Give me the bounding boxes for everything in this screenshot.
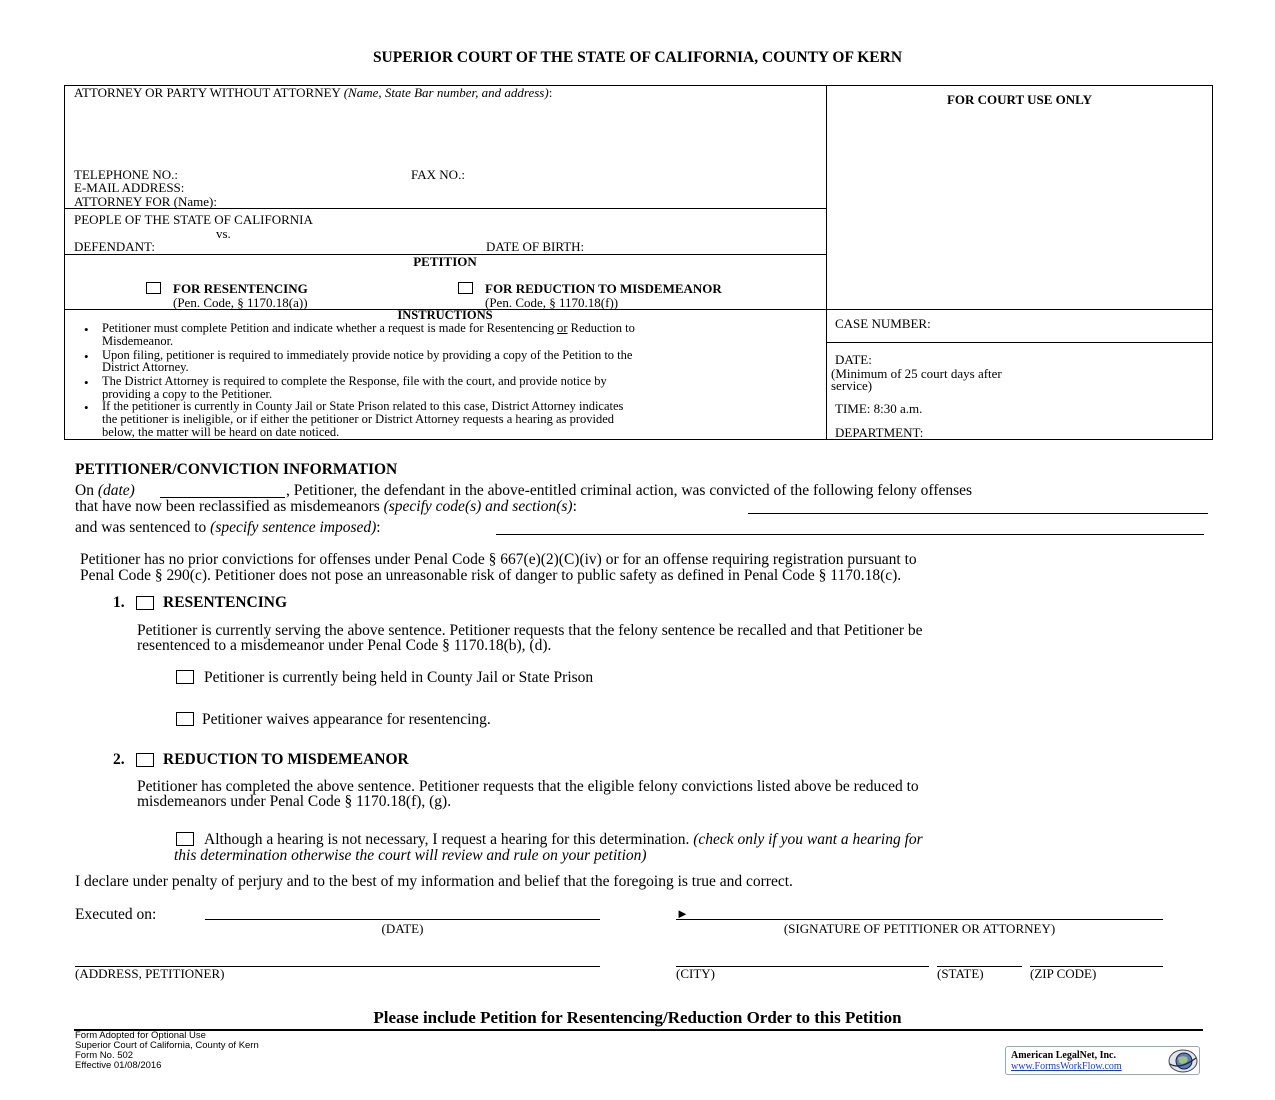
footer-line-4: Effective 01/08/2016 [75,1060,162,1071]
bullet-icon: • [84,322,89,337]
resentencing-option-checkbox[interactable] [146,282,161,294]
section-2-text-a: Petitioner has completed the above sentence. Petitioner requests that the eligible felony convictions listed above be reduced to [137,778,919,795]
bullet-icon: • [84,349,89,364]
conviction-heading: PETITIONER/CONVICTION INFORMATION [75,461,398,478]
reduction-checkbox[interactable] [136,753,154,767]
perjury-declaration: I declare under penalty of perjury and to the best of my information and belief that the foregoing is true and correct. [75,873,793,890]
executed-on-label: Executed on: [75,906,157,923]
city-caption: (CITY) [676,966,715,981]
date-caption: (DATE) [381,921,424,936]
section-1-number: 1. [113,594,125,611]
conviction-line-3: and was sentenced to (specify sentence imposed): [75,519,381,536]
prior-convictions-line-a: Petitioner has no prior convictions for offenses under Penal Code § 667(e)(2)(C)(iv) or for an offense requiring registration pursuant to [80,551,917,568]
instruction-4-line-c: below, the matter will be heard on date noticed. [102,425,340,439]
waives-appearance-label: Petitioner waives appearance for resentencing. [202,711,491,728]
request-hearing-hint: this determination otherwise the court will review and rule on your petition) [174,847,647,864]
defendant-label[interactable]: DEFENDANT: [74,239,155,254]
signature-field[interactable] [676,919,1163,920]
brand-url[interactable]: www.FormsWorkFlow.com [1011,1061,1122,1072]
conviction-line-1: On (date) [75,482,135,499]
section-2-text-b: misdemeanors under Penal Code § 1170.18(f), (g). [137,793,452,810]
footer-form-info [75,1031,259,1071]
time-label: TIME: 8:30 a.m. [835,401,923,416]
attorney-for-label[interactable]: ATTORNEY FOR (Name): [74,194,217,209]
instruction-1-line-a: Petitioner must complete Petition and indicate whether a request is made for Resentencing or Reduction to [102,321,635,335]
footer-line-1: Form Adopted for Optional Use [75,1030,206,1041]
waives-appearance-checkbox[interactable] [176,712,194,726]
state-caption: (STATE) [937,966,984,981]
bullet-icon: • [84,400,89,415]
dob-label[interactable]: DATE OF BIRTH: [486,239,585,254]
request-hearing-label: Although a hearing is not necessary, I request a hearing for this determination. (check only if you want a hearing for [204,831,923,848]
date-label[interactable]: DATE: [835,352,872,367]
zip-caption: (ZIP CODE) [1030,966,1097,981]
conviction-line-2: that have now been reclassified as misdemeanors (specify code(s) and section(s): [75,498,577,515]
resentencing-checkbox[interactable] [136,596,154,610]
instruction-3-line-a: The District Attorney is required to complete the Response, file with the court, and provide notice by [102,374,607,388]
instruction-4-line-a: If the petitioner is currently in County Jail or State Prison related to this case, District Attorney indicates [102,399,624,413]
people-label: PEOPLE OF THE STATE OF CALIFORNIA [74,212,313,227]
attorney-label-row [74,85,552,101]
date-minimum-note: (Minimum of 25 court days after [831,366,1002,381]
date-minimum-note-cont: service) [831,378,873,393]
section-1-text-b: resentenced to a misdemeanor under Penal Code § 1170.18(b), (d). [137,637,552,654]
section-1-title: RESENTENCING [163,594,288,611]
section-1-text-a: Petitioner is currently serving the above sentence. Petitioner requests that the felony sentence be recalled and that Petitioner be [137,622,923,639]
fax-label[interactable]: FAX NO.: [411,167,465,182]
prior-convictions-line-b: Penal Code § 290(c). Petitioner does not pose an unreasonable risk of danger to public safety as defined in Penal Code § 1170.18(c). [80,567,902,584]
case-number-label[interactable]: CASE NUMBER: [835,316,931,331]
court-use-only: FOR COURT USE ONLY [946,92,1093,107]
resentencing-option-label: FOR RESENTENCING [173,281,308,296]
section-2-number: 2. [113,751,125,768]
brand-badge[interactable] [1005,1046,1200,1075]
brand-name: American LegalNet, Inc. [1011,1050,1116,1061]
instruction-4-line-b: the petitioner is ineligible, or if either the petitioner or District Attorney requests a hearing as provided [102,412,615,426]
request-hearing-checkbox[interactable] [176,832,194,846]
held-in-custody-label: Petitioner is currently being held in County Jail or State Prison [204,669,594,686]
instruction-1-line-b: Misdemeanor. [102,334,174,348]
attorney-label: ATTORNEY OR PARTY WITHOUT ATTORNEY [74,85,341,100]
reduction-option-checkbox[interactable] [458,282,473,294]
instruction-2-line-a: Upon filing, petitioner is required to immediately provide notice by providing a copy of the Petition to the [102,348,633,362]
bullet-icon: • [84,375,89,390]
petition-title: PETITION [413,254,477,269]
sentence-field[interactable] [496,534,1204,535]
signature-arrow-icon: ► [676,906,689,921]
attorney-colon: : [548,85,553,100]
address-caption: (ADDRESS, PETITIONER) [75,966,225,981]
globe-icon [1166,1048,1198,1074]
department-label[interactable]: DEPARTMENT: [835,425,924,440]
reduction-option-code: (Pen. Code, § 1170.18(f)) [485,295,619,310]
vs-label: vs. [216,226,231,241]
email-label[interactable]: E-MAIL ADDRESS: [74,180,185,195]
attorney-hint: (Name, State Bar number, and address) [343,85,549,100]
signature-caption: (SIGNATURE OF PETITIONER OR ATTORNEY) [783,921,1056,936]
section-2-title: REDUCTION TO MISDEMEANOR [163,751,409,768]
instruction-2-line-b: District Attorney. [102,360,189,374]
reduction-option-label: FOR REDUCTION TO MISDEMEANOR [485,281,722,296]
resentencing-option-code: (Pen. Code, § 1170.18(a)) [173,295,308,310]
include-order-note: Please include Petition for Resentencing/Reduction Order to this Petition [373,1008,902,1027]
conviction-line-1-rest: , Petitioner, the defendant in the above-entitled criminal action, was convicted of the following felony offenses [286,482,973,499]
executed-date-field[interactable] [205,919,600,920]
telephone-label[interactable]: TELEPHONE NO.: [74,167,178,182]
court-title: SUPERIOR COURT OF THE STATE OF CALIFORNIA, COUNTY OF KERN [372,49,903,66]
footer-line-2: Superior Court of California, County of Kern [75,1040,259,1051]
instruction-3-line-b: providing a copy to the Petitioner. [102,387,273,401]
held-in-custody-checkbox[interactable] [176,670,194,684]
footer-line-3: Form No. 502 [75,1050,134,1061]
instructions-title: INSTRUCTIONS [397,308,493,322]
code-section-field[interactable] [748,513,1208,514]
